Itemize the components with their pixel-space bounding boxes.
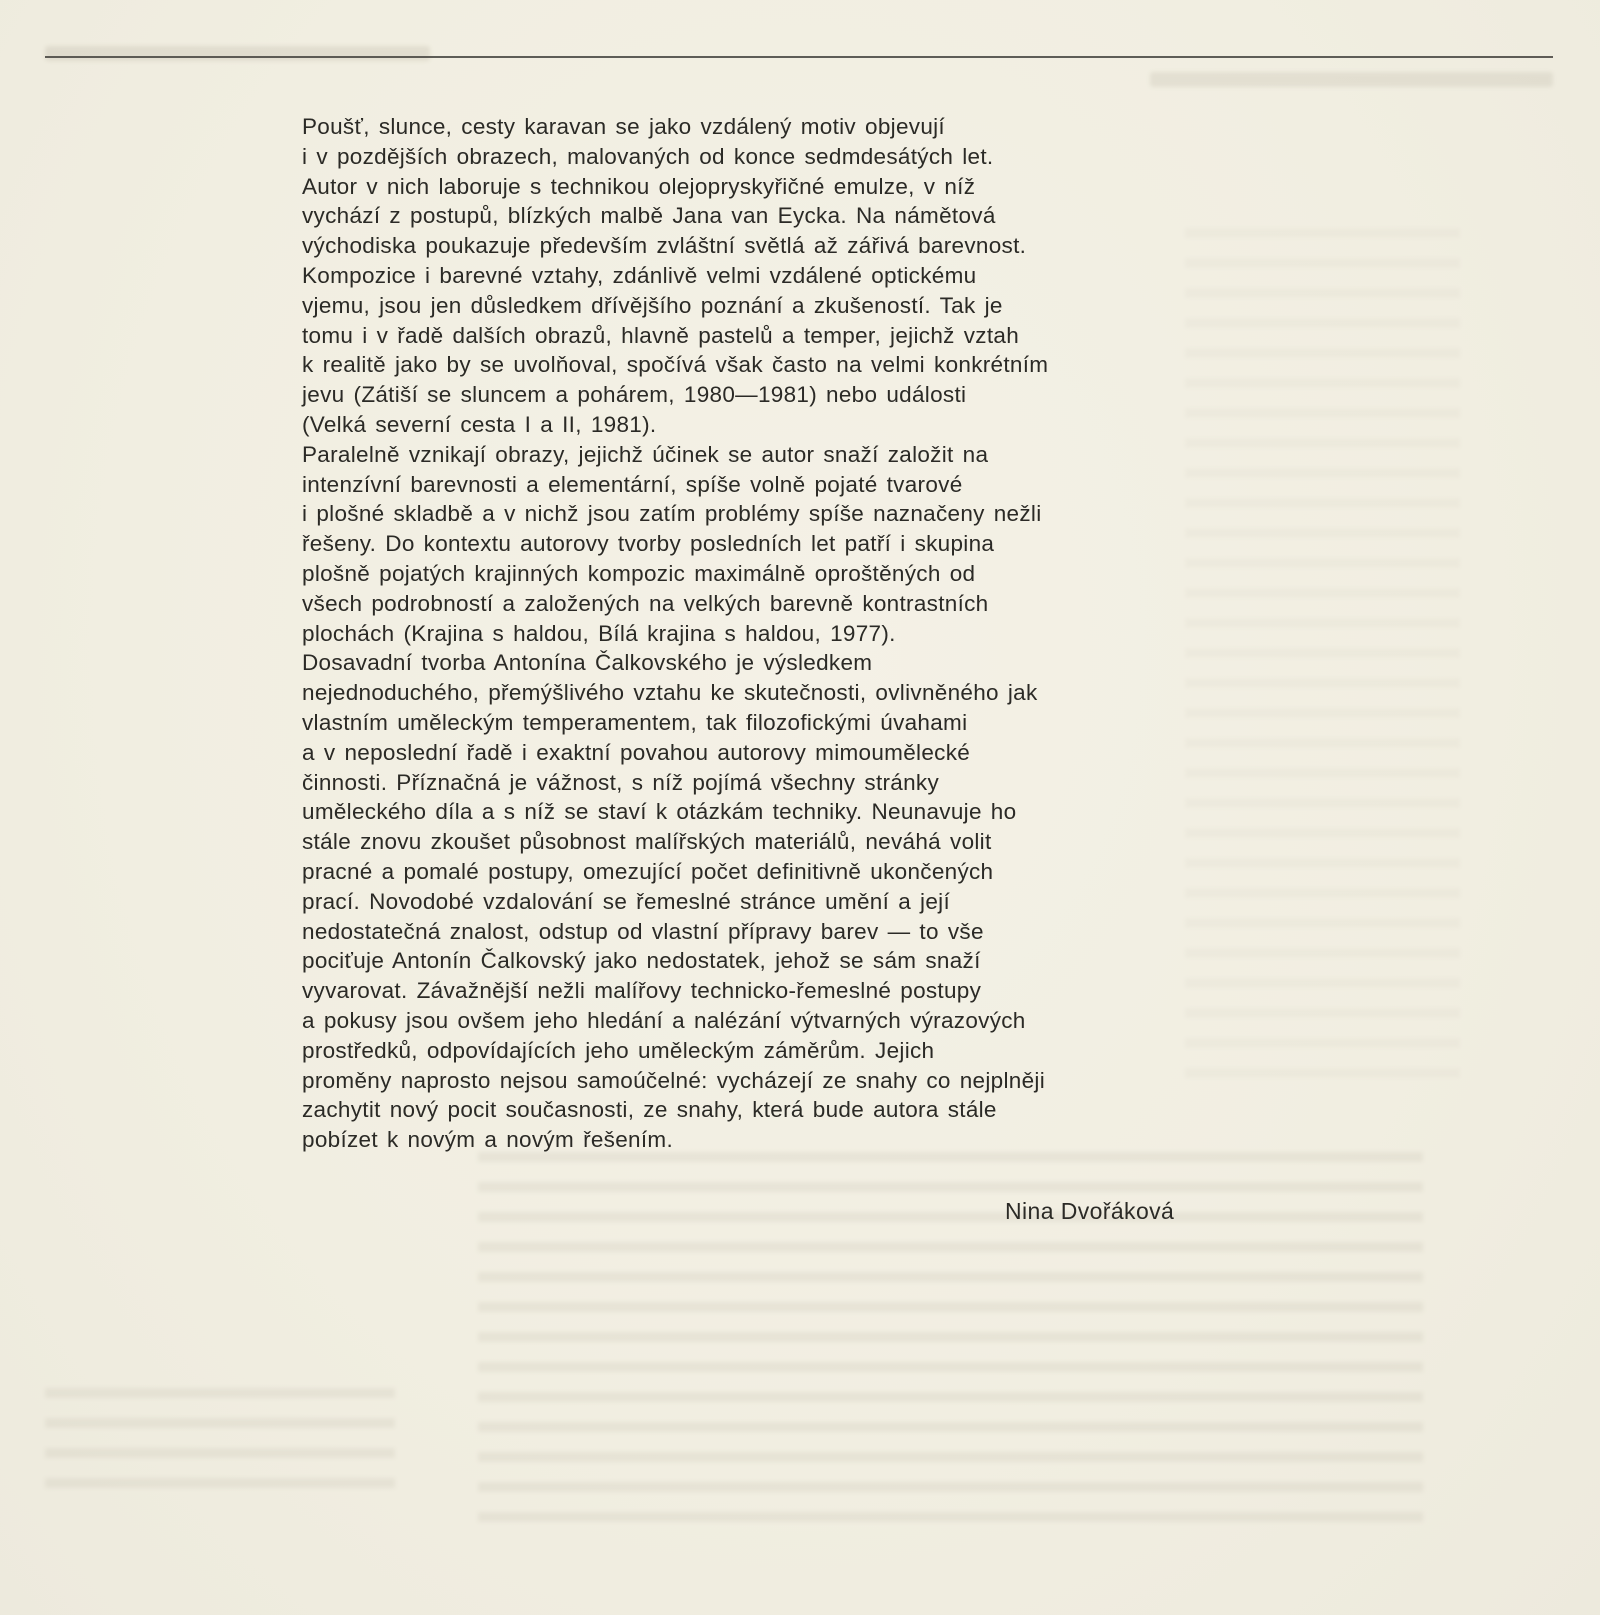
- text-line: plochách (Krajina s haldou, Bílá krajina s haldou, 1977).: [302, 620, 896, 646]
- text-line: vychází z postupů, blízkých malbě Jana van Eycka. Na námětová: [302, 203, 996, 229]
- text-line: zachytit nový pocit současnosti, ze snahy, která bude autora stále: [302, 1097, 997, 1123]
- text-line: prostředků, odpovídajících jeho uměleckým záměrům. Jejich: [302, 1037, 935, 1063]
- show-through-bottom-block: [478, 1152, 1423, 1537]
- text-line: plošně pojatých krajinných kompozic maximálně oproštěných od: [302, 560, 976, 586]
- show-through-header-right: [1150, 72, 1553, 87]
- text-line: pobízet k novým a novým řešením.: [302, 1127, 673, 1153]
- text-line: a pokusy jsou ovšem jeho hledání a nalézání výtvarných výrazových: [302, 1007, 1026, 1033]
- show-through-right-column: [1185, 228, 1460, 1083]
- text-line: vyvarovat. Závažnější nežli malířovy technicko-řemeslné postupy: [302, 978, 982, 1004]
- text-line: prací. Novodobé vzdalování se řemeslné stránce umění a její: [302, 888, 951, 914]
- text-line: intenzívní barevnosti a elementární, spíše volně pojaté tvarové: [302, 471, 963, 497]
- text-line: Paralelně vznikají obrazy, jejichž účinek se autor snaží založit na: [302, 441, 989, 467]
- text-line: pracné a pomalé postupy, omezující počet definitivně ukončených: [302, 858, 994, 884]
- text-line: vjemu, jsou jen důsledkem dřívějšího poznání a zkušeností. Tak je: [302, 292, 1003, 318]
- top-rule: [45, 56, 1553, 58]
- show-through-bottom-left: [45, 1388, 395, 1500]
- text-line: řešeny. Do kontextu autorovy tvorby posledních let patří i skupina: [302, 531, 995, 557]
- text-line: pociťuje Antonín Čalkovský jako nedostatek, jehož se sám snaží: [302, 948, 981, 974]
- body-text: [302, 112, 1212, 1155]
- text-line: Autor v nich laboruje s technikou olejopryskyřičné emulze, v níž: [302, 173, 976, 199]
- text-line: činnosti. Příznačná je vážnost, s níž pojímá všechny stránky: [302, 769, 940, 795]
- text-line: vlastním uměleckým temperamentem, tak filozofickými úvahami: [302, 709, 968, 735]
- text-line: proměny naprosto nejsou samoúčelné: vycházejí ze snahy co nejplněji: [302, 1067, 1046, 1093]
- text-line: i v pozdějších obrazech, malovaných od konce sedmdesátých let.: [302, 143, 994, 169]
- text-line: všech podrobností a založených na velkých barevně kontrastních: [302, 590, 989, 616]
- text-line: nedostatečná znalost, odstup od vlastní přípravy barev — to vše: [302, 918, 984, 944]
- show-through-header-left: [45, 46, 430, 61]
- text-line: (Velká severní cesta I a II, 1981).: [302, 411, 657, 437]
- text-line: nejednoduchého, přemýšlivého vztahu ke skutečnosti, ovlivněného jak: [302, 680, 1038, 706]
- text-line: Poušť, slunce, cesty karavan se jako vzdálený motiv objevují: [302, 114, 945, 139]
- text-line: Kompozice i barevné vztahy, zdánlivě velmi vzdálené optickému: [302, 262, 977, 288]
- author-signature: Nina Dvořáková: [1005, 1198, 1175, 1224]
- text-line: tomu i v řadě dalších obrazů, hlavně pastelů a temper, jejichž vztah: [302, 322, 1020, 348]
- text-line: k realitě jako by se uvolňoval, spočívá však často na velmi konkrétním: [302, 352, 1049, 378]
- text-line: stále znovu zkoušet působnost malířských materiálů, neváhá volit: [302, 829, 992, 855]
- text-line: a v neposlední řadě i exaktní povahou autorovy mimoumělecké: [302, 739, 971, 765]
- text-line: uměleckého díla a s níž se staví k otázkám techniky. Neunavuje ho: [302, 799, 1017, 825]
- text-line: Dosavadní tvorba Antonína Čalkovského je výsledkem: [302, 650, 873, 676]
- text-line: jevu (Zátiší se sluncem a pohárem, 1980—1981) nebo události: [302, 382, 967, 408]
- text-line: i plošné skladbě a v nichž jsou zatím problémy spíše naznačeny nežli: [302, 501, 1042, 527]
- text-line: východiska poukazuje především zvláštní světlá až zářivá barevnost.: [302, 233, 1027, 259]
